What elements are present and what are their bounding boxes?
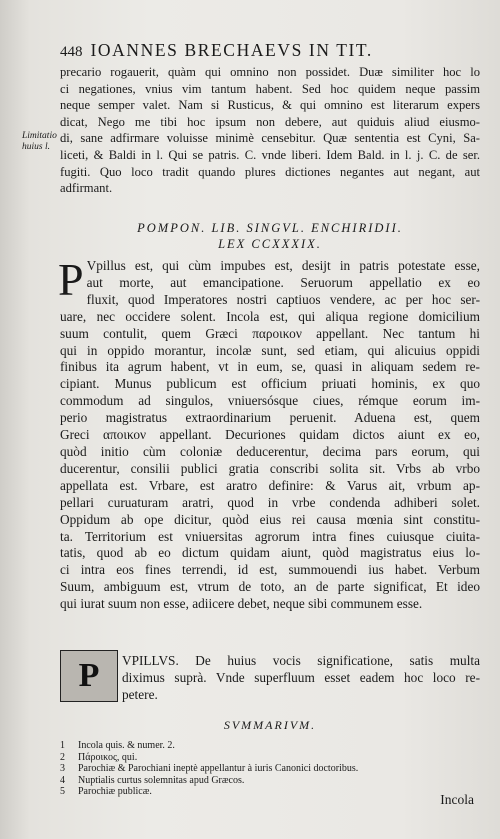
- summary-number: 4: [60, 774, 65, 786]
- text-line: Vpillus est, qui cùm impubes est, desijt in patris potestate esse,: [86, 258, 480, 273]
- text-line: Oppidum ab ope dicitur, quòd eius rei causa mœnia sint constitu-: [60, 511, 480, 527]
- summary-text: Parochiæ & Parochiani ineptè appellantur à iuris Canonici doctoribus.: [78, 763, 359, 774]
- text-line: fugiti. Quo loco tradit quando plures dictiones negantes aut negant, aut: [60, 164, 480, 179]
- summary-text: Πάροικος, qui.: [78, 751, 138, 763]
- running-header: [60, 40, 480, 61]
- summary-number: 5: [60, 786, 65, 797]
- catchword: Incola: [440, 792, 474, 807]
- summary-item: [60, 775, 480, 787]
- summary-text: Parochiæ publicæ.: [78, 786, 152, 797]
- summary-text: Incola quis. & numer. 2.: [78, 740, 175, 751]
- page-number: 448: [60, 44, 83, 60]
- summary-item: [60, 740, 480, 752]
- text-line: ci negationes, vnius vim tantum habent. Sed hoc quidem neque passim: [60, 81, 480, 96]
- summary-item: [60, 786, 480, 798]
- lex-text: [58, 254, 480, 613]
- text-line: finibus ita agrum habent, vt in eum, se, quasi in aliquam sedem re-: [60, 359, 480, 375]
- text-line: precario rogauerit, quàm qui omnino non possidet. Duæ similiter hoc lo: [60, 65, 480, 79]
- text-line: quòd initio cùm coloniæ deducerentur, decima pars eorum, qui: [60, 443, 480, 459]
- text-line: neque semper valet. Nam si Rusticus, & qui omnino est literarum expers: [60, 98, 480, 113]
- lex-title-line-2: LEX CCXXXIX.: [218, 237, 322, 251]
- margin-note-line: huius l.: [22, 142, 50, 152]
- text-line: ducerentur, consilii publici gratia conscribi solita sit. Vrbs ab vrbo: [60, 460, 480, 476]
- text-line: fluxit, quod Imperatores nostri captiuos vendere, ac per hoc ser-: [86, 291, 480, 307]
- text-line: petere.: [122, 687, 158, 702]
- text-line: pellari curuaturam aratri, quod in vrbe condenda adhiberi solet.: [60, 494, 480, 510]
- top-paragraph: [60, 64, 480, 197]
- text-line: perio magistratus extraordinarium peruenit. Aduena est, quem: [60, 410, 480, 426]
- text-line: Suum, ambiguum est, vtrum de toto, an de parte significat, Et ideo: [60, 579, 480, 595]
- lex-title-line-1: POMPON. LIB. SINGVL. ENCHIRIDII.: [137, 221, 403, 235]
- text-line: cipiant. Munus publicum est officium priuati hominis, ex quo: [60, 376, 480, 392]
- summary-list: [60, 740, 480, 798]
- text-line: qui iurat suum non esse, adiicere debet, neque sibi communem esse.: [60, 596, 423, 612]
- text-line: adfirmant.: [60, 181, 113, 196]
- summary-number: 3: [60, 763, 65, 774]
- text-line: dicat, Nego me tibi hoc ipsum non debere, aut quiduis aliud eiusmo-: [60, 114, 480, 129]
- text-line: suum contulit, quem Græci παροικον appellant. Nec tantum hi: [60, 325, 480, 341]
- text-line: appellata est. Vrbare, est aratro definire: & Varus ait, vrbum ap-: [60, 477, 480, 493]
- text-line: ci intra eos fines terrendi, id est, summouendi ius habet. Verbum: [60, 562, 480, 578]
- initial-letter: P: [58, 254, 84, 305]
- margin-note-line: Limitatio: [22, 131, 57, 141]
- text-line: commodum ad singulos, vniuersósque ciues, rémque eorum im-: [60, 393, 480, 409]
- summary-number: 2: [60, 751, 65, 763]
- text-line: ta. Territorium est vniuersitas agrorum intra fines cuiusque ciuita-: [60, 528, 480, 544]
- decorated-initial: P: [60, 650, 118, 702]
- summary-text: Nuptialis curtus solemnitas apud Græcos.: [78, 774, 245, 786]
- commentary-paragraph: [122, 652, 480, 703]
- summary-number: 1: [60, 740, 65, 751]
- text-line: aut morte, aut emancipatione. Seruorum appellatio ex eo: [86, 274, 480, 290]
- text-line: VPILLVS. De huius vocis significatione, satis multa: [122, 653, 480, 668]
- summary-title: SVMMARIVM.: [223, 718, 317, 732]
- summary-item: [60, 763, 480, 775]
- text-line: diximus suprà. Vnde superfluum esset eadem hoc loco re-: [122, 670, 480, 685]
- summary-item: [60, 752, 480, 764]
- text-line: uare, nec occidere solent. Incola est, qui aliqua regione domicilium: [60, 308, 480, 324]
- running-title: IOANNES BRECHAEVS IN TIT.: [90, 40, 373, 60]
- margin-note: [22, 131, 62, 153]
- text-line: di, sane adfirmare voluisse minimè censebitur. Quæ sententia est Cyni, Sa-: [60, 131, 480, 146]
- text-line: tatis, quod ab eo dictum quidam aiunt, quòd magistratus eius lo-: [60, 545, 480, 561]
- text-line: qui in oppido morantur, incolæ sunt, sed etiam, qui alicuius oppidi: [60, 342, 480, 358]
- text-line: Greci αποικον appellant. Decuriones quidam dictos aiunt ex eo,: [60, 427, 480, 443]
- text-line: liceti, & Baldi in l. Qui se patris. C. vnde liberi. Idem Bald. in l. j. C. de ser.: [60, 147, 480, 162]
